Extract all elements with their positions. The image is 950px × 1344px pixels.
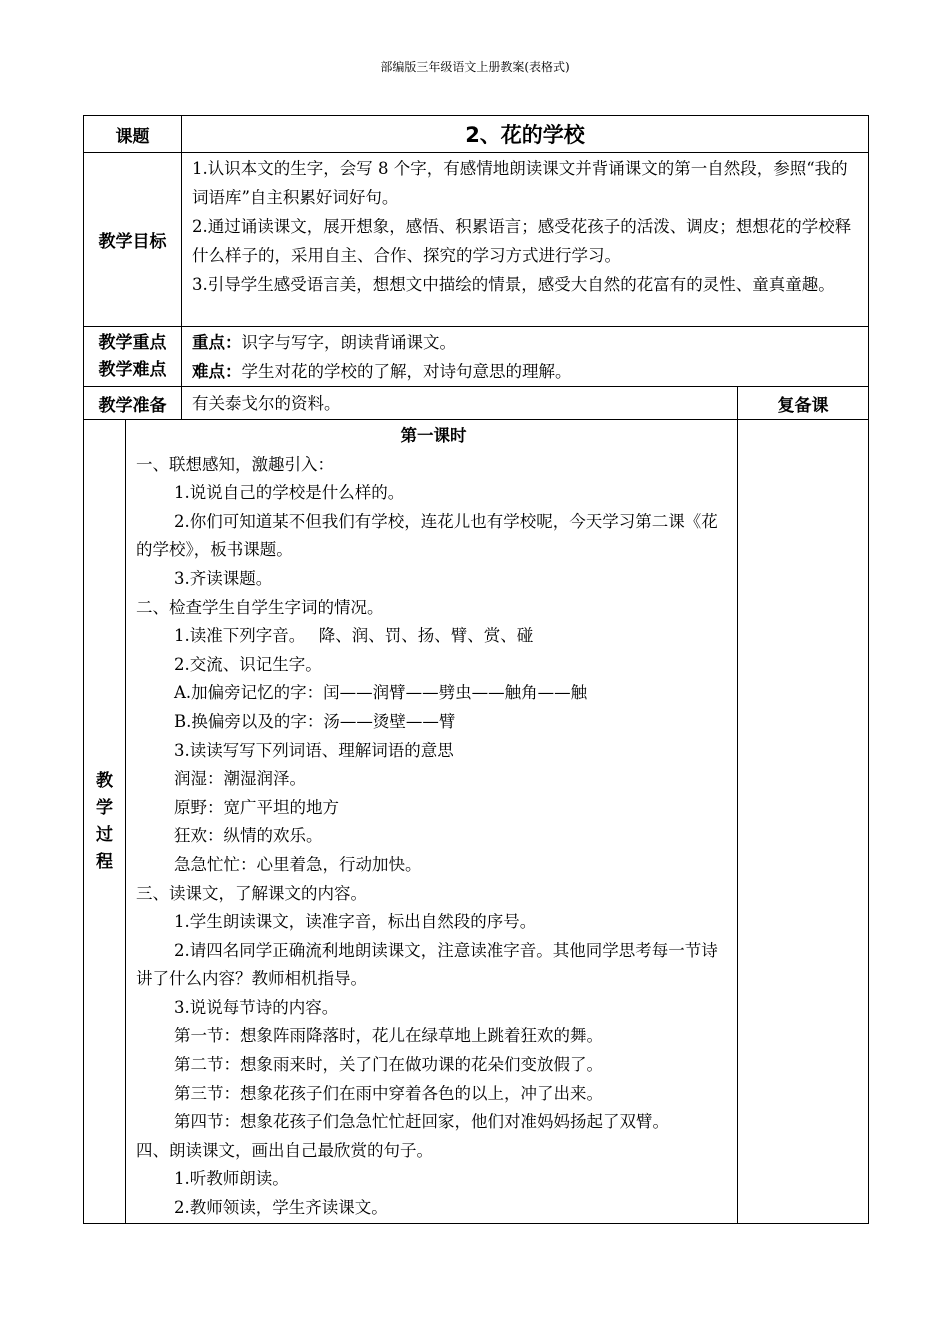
prep-content: 有关泰戈尔的资料。 [192,393,341,413]
process-line: 第三节：想象花孩子们在雨中穿着各色的以上，冲了出来。 [174,1083,603,1103]
process-label [84,420,125,1224]
process-line: 第二节：想象雨来时，关了门在做功课的花朵们变放假了。 [174,1055,603,1075]
process-line: 2.交流、识记生字。 [174,654,322,674]
lesson-plan-table [83,115,869,1224]
process-label-char: 程 [96,852,113,872]
process-line: 1.说说自己的学校是什么样的。 [174,483,405,503]
row-divider [84,326,868,327]
process-line: 急急忙忙：心里着急，行动加快。 [174,854,422,874]
process-line: 2.教师领读，学生齐读课文。 [174,1198,388,1218]
keypoints-content [182,328,868,386]
objective-item: 1.认识本文的生字，会写 8 个字，有感情地朗读课文并背诵课文的第一自然段，参照“我的词语库”自主积累好词好句。 [192,159,848,207]
process-line: 1.读准下列字音。 降、润、罚、扬、臂、赏、碰 [174,626,534,646]
review-label: 复备课 [777,395,829,416]
keypoints-label-line2: 教学难点 [98,359,167,380]
process-label-char: 教 [96,771,113,791]
process-line: 2.你们可知道某不但我们有学校，连花儿也有学校呢，今天学习第二课《花的学校》，板书课题。 [136,511,718,560]
process-line: 第一节：想象阵雨降落时，花儿在绿草地上跳着狂欢的舞。 [174,1026,603,1046]
process-line: 3.齐读课题。 [174,568,273,588]
lesson-period-title: 第一课时 [400,426,467,445]
prep-label: 教学准备 [98,395,167,416]
process-line: 三、读课文，了解课文的内容。 [136,883,367,903]
process-line: 一、联想感知，激趣引入： [136,454,334,474]
topic-label: 课题 [115,126,150,147]
process-lines [136,451,731,1223]
key-point [192,328,860,357]
process-line: 原野：宽广平坦的地方 [174,797,339,817]
keypoints-label [84,327,181,386]
process-line: 3.说说每节诗的内容。 [174,997,339,1017]
process-line: B.换偏旁以及的字：汤——烫壁——臂 [174,711,456,731]
objective-item: 3.引导学生感受语言美，想想文中描绘的情景，感受大自然的花富有的灵性、童真童趣。 [192,275,835,294]
process-line: 2.请四名同学正确流利地朗读课文，注意读准字音。其他同学思考每一节诗讲了什么内容？教师相机指导。 [136,940,718,989]
process-line: 润湿：潮湿润泽。 [174,769,306,789]
process-content [126,422,737,1224]
process-line: 3.读读写写下列词语、理解词语的意思 [174,740,454,760]
process-label-char: 过 [96,825,113,845]
row-divider [84,152,868,153]
difficulty-text: 学生对花的学校的了解，对诗句意思的理解。 [241,362,572,381]
document-header: 部编版三年级语文上册教案(表格式) [380,60,570,74]
objective-item: 2.通过诵读课文，展开想象，感悟、积累语言；感受花孩子的活泼、调皮；想想花的学校释什么样子的，采用自主、合作、探究的学习方式进行学习。 [192,217,852,265]
process-line: 四、朗读课文，画出自己最欣赏的句子。 [136,1140,433,1160]
process-line: 1.学生朗读课文，读准字音，标出自然段的序号。 [174,912,537,932]
objectives-label: 教学目标 [98,232,167,252]
keypoints-label-line1: 教学重点 [98,332,167,353]
process-line: 狂欢：纵情的欢乐。 [174,826,323,846]
review-notes-area [738,420,868,1224]
difficulty-label: 难点： [192,362,242,381]
process-label-char: 学 [96,798,113,818]
process-line: A.加偏旁记忆的字：闰——润臂——劈虫——触角——触 [174,683,588,703]
lesson-title: 2、花的学校 [465,123,585,147]
process-line: 第四节：想象花孩子们急急忙忙赶回家，他们对准妈妈扬起了双臂。 [174,1112,669,1132]
process-line: 1.听教师朗读。 [174,1169,289,1189]
difficulty-point [192,357,860,386]
key-point-text: 识字与写字，朗读背诵课文。 [241,333,456,352]
key-point-label: 重点： [192,333,242,352]
objectives-content [182,154,868,326]
process-line: 二、检查学生自学生字词的情况。 [136,597,384,617]
